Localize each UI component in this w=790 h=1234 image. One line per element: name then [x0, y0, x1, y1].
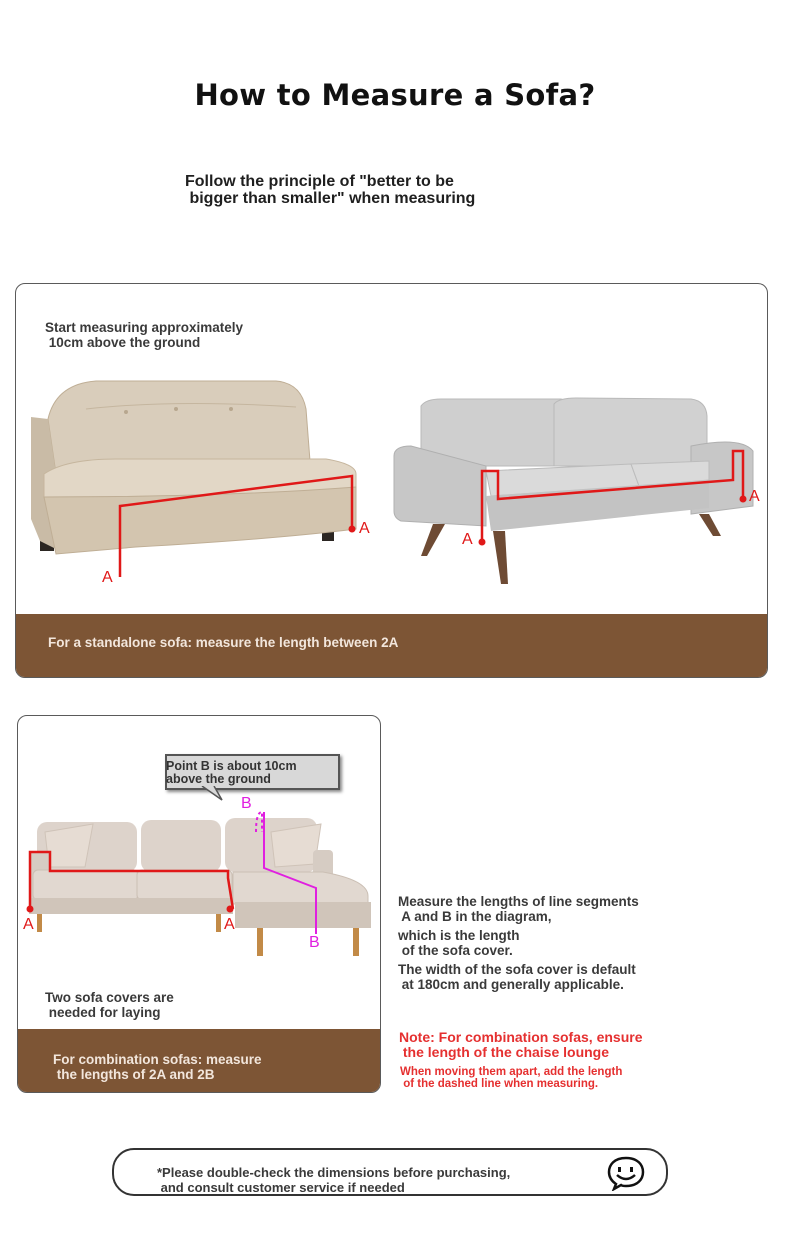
combination-note: Note: For combination sofas, ensure the length of the chaise lounge: [399, 1029, 643, 1060]
combination-banner: For combination sofas: measure the lengths of 2A and 2B: [18, 1029, 380, 1092]
standalone-banner: For a standalone sofa: measure the length between 2A: [16, 614, 767, 677]
page-title: How to Measure a Sofa?: [194, 78, 596, 112]
left-sofa-label-a-left: A: [102, 569, 113, 586]
right-sofa-measure-line: [16, 284, 767, 584]
start-measuring-note: Start measuring approximately 10cm above the ground: [45, 320, 244, 350]
combo-label-b-top: B: [241, 795, 252, 812]
footer-message: *Please double-check the dimensions before purchasing, and consult customer service if needed: [157, 1165, 511, 1195]
dashed-line-note: When moving them apart, add the length of the dashed line when measuring.: [400, 1066, 623, 1090]
right-sofa-label-a-left: A: [462, 531, 473, 548]
instruction-line-3: The width of the sofa cover is default at 180cm and generally applicable.: [398, 962, 636, 992]
point-b-note: Point B is about 10cm above the ground: [166, 759, 297, 786]
right-sofa-label-a-right: A: [749, 488, 760, 505]
instruction-line-1: Measure the lengths of line segments A and B in the diagram,: [398, 894, 639, 924]
combo-label-a-mid: A: [224, 916, 235, 933]
smiley-chat-icon: [606, 1155, 646, 1191]
instruction-line-2: which is the length of the sofa cover.: [398, 928, 520, 958]
left-sofa-label-a-right: A: [359, 520, 370, 537]
combination-measure-lines: [18, 716, 380, 976]
combo-label-a-left: A: [23, 916, 34, 933]
standalone-sofa-card: [15, 283, 768, 678]
footer-reminder-box: [112, 1148, 668, 1196]
combo-label-b-bottom: B: [309, 934, 320, 951]
two-covers-note: Two sofa covers are needed for laying: [45, 990, 174, 1020]
combination-sofa-card: [17, 715, 381, 1093]
page-subtitle: Follow the principle of "better to be bigger than smaller" when measuring: [185, 173, 476, 207]
